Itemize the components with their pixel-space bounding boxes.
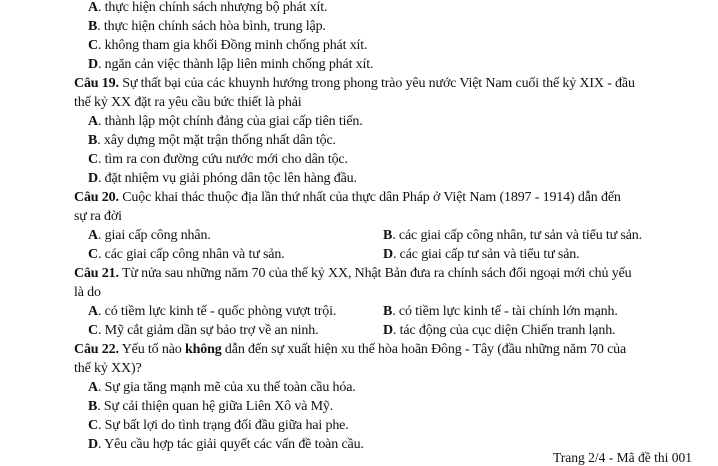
page-footer: Trang 2/4 - Mã đề thi 001: [553, 450, 692, 465]
question-text: Sự thất bại của các khuynh hướng trong phong trào yêu nước Việt Nam cuối thế kỷ XIX - đầu: [118, 76, 635, 91]
q19-option-c: [88, 152, 348, 168]
option-text: . ngăn cản việc thành lập liên minh chống phát xít.: [97, 57, 374, 72]
option-key: C: [88, 152, 98, 167]
q18-option-b: [88, 19, 326, 35]
question-emphasis: không: [184, 342, 222, 357]
q21-option-a: [88, 304, 336, 320]
question-label: Câu 20.: [74, 190, 119, 205]
option-text: . Sự gia tăng mạnh mẽ của xu thế toàn cầu hóa.: [97, 380, 356, 395]
option-key: B: [383, 304, 393, 319]
q20-stem: [74, 190, 621, 206]
q22-stem: [74, 342, 626, 358]
option-key: B: [88, 133, 98, 148]
option-text: . các giai cấp công nhân và tư sản.: [97, 247, 285, 262]
option-key: A: [88, 114, 98, 129]
q21-stem-cont: là do: [74, 285, 101, 300]
q19-option-d: [88, 171, 357, 187]
question-label: Câu 22.: [74, 342, 119, 357]
q20-stem-cont: sự ra đời: [74, 209, 122, 224]
question-text: dẫn đến sự xuất hiện xu thế hòa hoãn Đông - Tây (đầu những năm 70 của: [221, 342, 627, 357]
q22-option-a: [88, 380, 356, 396]
option-text: . thực hiện chính sách hòa bình, trung lập.: [97, 19, 326, 34]
q18-option-d: [88, 57, 373, 73]
option-key: B: [88, 399, 98, 414]
option-key: A: [88, 0, 98, 15]
q21-option-d: [383, 323, 615, 339]
option-text: . tìm ra con đường cứu nước mới cho dân tộc.: [97, 152, 348, 167]
option-text: . có tiềm lực kinh tế - quốc phòng vượt trội.: [97, 304, 337, 319]
option-text: . không tham gia khối Đồng minh chống phát xít.: [97, 38, 368, 53]
question-text: Yếu tố nào: [118, 342, 185, 357]
option-text: . các giai cấp công nhân, tư sản và tiểu tư sản.: [392, 228, 642, 243]
q22-option-b: [88, 399, 333, 415]
q22-option-c: [88, 418, 349, 434]
q20-option-b: [383, 228, 642, 244]
option-key: B: [88, 19, 98, 34]
option-key: D: [383, 323, 393, 338]
option-key: A: [88, 228, 98, 243]
question-text: Cuộc khai thác thuộc địa lần thứ nhất của thực dân Pháp ở Việt Nam (1897 - 1914) dẫn đến: [118, 190, 621, 205]
q22-stem-cont: thế kỷ XX)?: [74, 361, 142, 376]
option-text: . Sự bất lợi do tình trạng đối đầu giữa hai phe.: [97, 418, 349, 433]
option-text: . thực hiện chính sách nhượng bộ phát xít.: [97, 0, 328, 15]
option-key: C: [88, 418, 98, 433]
option-key: C: [88, 323, 98, 338]
option-text: . xây dựng một mặt trận thống nhất dân tộc.: [97, 133, 336, 148]
question-label: Câu 19.: [74, 76, 119, 91]
q19-stem: [74, 76, 635, 92]
q20-option-d: [383, 247, 579, 263]
option-key: A: [88, 304, 98, 319]
q19-stem-cont: thế kỷ XX đặt ra yêu cầu bức thiết là phải: [74, 95, 302, 110]
q21-option-c: [88, 323, 318, 339]
q20-option-a: [88, 228, 211, 244]
question-label: Câu 21.: [74, 266, 119, 281]
option-key: D: [383, 247, 393, 262]
q18-option-c: [88, 38, 367, 54]
option-text: . Yêu cầu hợp tác giải quyết các vấn đề toàn cầu.: [97, 437, 364, 452]
q19-option-a: [88, 114, 363, 130]
option-key: C: [88, 247, 98, 262]
q22-option-d: [88, 437, 364, 453]
option-text: . các giai cấp tư sản và tiểu tư sản.: [392, 247, 580, 262]
option-text: . Mỹ cắt giảm dần sự bảo trợ về an ninh.: [97, 323, 319, 338]
option-key: D: [88, 437, 98, 452]
question-text: Từ nửa sau những năm 70 của thế kỷ XX, Nhật Bản đưa ra chính sách đối ngoại mới chủ yếu: [118, 266, 632, 281]
option-text: . đặt nhiệm vụ giải phóng dân tộc lên hàng đầu.: [97, 171, 357, 186]
option-key: D: [88, 57, 98, 72]
option-text: . có tiềm lực kinh tế - tài chính lớn mạnh.: [392, 304, 618, 319]
option-key: D: [88, 171, 98, 186]
q20-option-c: [88, 247, 285, 263]
q21-stem: [74, 266, 631, 282]
option-key: B: [383, 228, 393, 243]
option-text: . Sự cải thiện quan hệ giữa Liên Xô và Mỹ.: [97, 399, 334, 414]
option-key: A: [88, 380, 98, 395]
option-text: . tác động của cục diện Chiến tranh lạnh.: [392, 323, 616, 338]
q19-option-b: [88, 133, 336, 149]
option-key: C: [88, 38, 98, 53]
q18-option-a: [88, 0, 327, 16]
option-text: . thành lập một chính đảng của giai cấp tiên tiến.: [97, 114, 363, 129]
q21-option-b: [383, 304, 618, 320]
option-text: . giai cấp công nhân.: [97, 228, 211, 243]
